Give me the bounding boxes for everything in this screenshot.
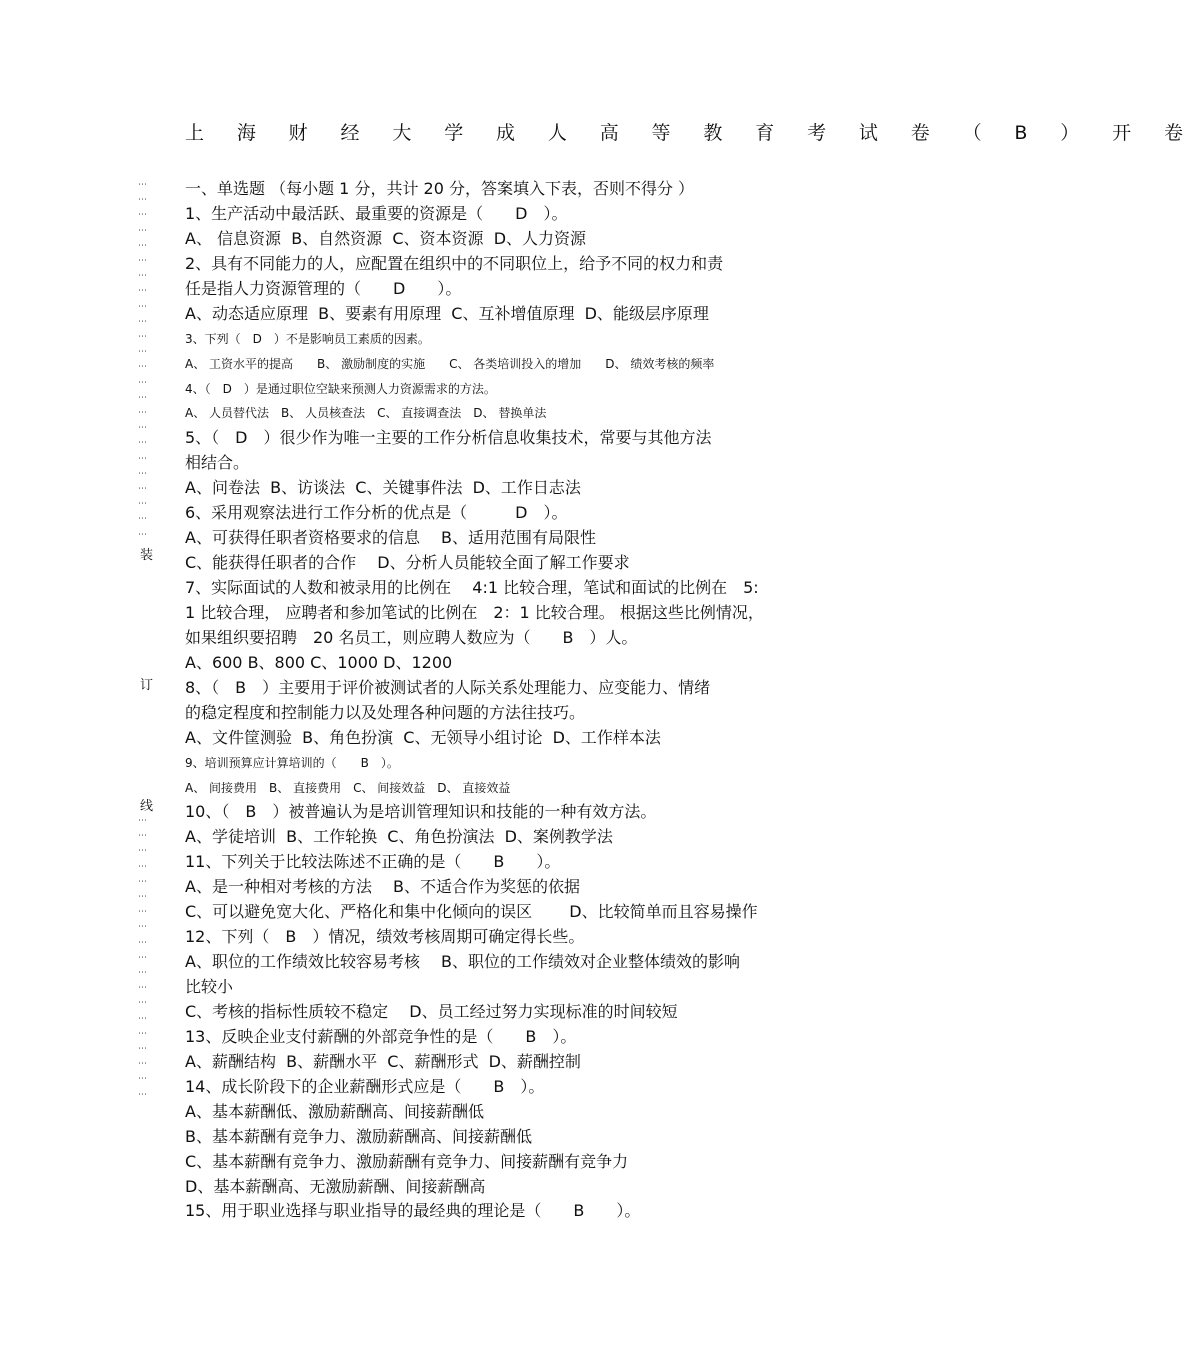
exam-text-line: 7、实际面试的人数和被录用的比例在 4:1 比较合理，笔试和面试的比例在 5: (185, 578, 759, 597)
exam-title: 上 海 财 经 大 学 成 人 高 等 教 育 考 试 卷 （ B ） 开 卷 (185, 122, 1196, 144)
exam-content (185, 177, 885, 1224)
exam-text-line: A、 信息资源 B、自然资源 C、资本资源 D、人力资源 (185, 228, 587, 248)
exam-text-line: 一、单选题 （每小题 1 分，共计 20 分，答案填入下表，否则不得分 ） (185, 179, 695, 198)
exam-text-line: A、文件筐测验 B、角色扮演 C、无领导小组讨论 D、工作样本法 (185, 727, 661, 747)
exam-text-line: 4、（ D ）是通过职位空缺来预测人力资源需求的方法。 (185, 381, 496, 396)
exam-text-line: 8、（ B ）主要用于评价被测试者的人际关系处理能力、应变能力、情绪 (185, 677, 711, 697)
exam-text-line: A、动态适应原理 B、要素有用原理 C、互补增值原理 D、能级层序原理 (185, 303, 709, 323)
exam-text-line: 1 比较合理， 应聘者和参加笔试的比例在 2：1 比较合理。 根据这些比例情况， (185, 602, 764, 622)
exam-text-line: B、基本薪酬有竞争力、激励薪酬高、间接薪酬低 (185, 1126, 532, 1146)
exam-text-line: 1、生产活动中最活跃、最重要的资源是（ D ）。 (185, 203, 568, 223)
exam-text-line: 13、反映企业支付薪酬的外部竞争性的是（ B ）。 (185, 1026, 577, 1046)
exam-text-line: 12、下列（ B ）情况，绩效考核周期可确定得长些。 (185, 927, 585, 947)
exam-text-line: A、 工资水平的提高 B、 激励制度的实施 C、 各类培训投入的增加 D、 绩效考核的频率 (185, 356, 715, 371)
exam-text-line: 11、下列关于比较法陈述不正确的是（ B ）。 (185, 852, 561, 872)
exam-text-line: D、基本薪酬高、无激励薪酬、间接薪酬高 (185, 1176, 486, 1196)
exam-text-line: 任是指人力资源管理的（ D ）。 (185, 278, 462, 298)
exam-text-line: 如果组织要招聘 20 名员工，则应聘人数应为（ B ）人。 (185, 627, 638, 647)
exam-text-line: A、学徒培训 B、工作轮换 C、角色扮演法 D、案例教学法 (185, 827, 613, 847)
exam-text-line: 6、采用观察法进行工作分析的优点是（ D ）。 (185, 503, 568, 523)
exam-text-line: 10、（ B ）被普遍认为是培训管理知识和技能的一种有效方法。 (185, 802, 657, 822)
exam-text-line: 2、具有不同能力的人，应配置在组织中的不同职位上，给予不同的权力和责 (185, 253, 724, 273)
exam-text-line: A、可获得任职者资格要求的信息 B、适用范围有局限性 (185, 528, 597, 548)
exam-text-line: A、 间接费用 B、 直接费用 C、 间接效益 D、 直接效益 (185, 780, 511, 795)
binding-label-zhuang: 装 (140, 548, 154, 563)
exam-text-line: A、问卷法 B、访谈法 C、关键事件法 D、工作日志法 (185, 478, 581, 498)
binding-label-xian: 线 (140, 799, 154, 814)
exam-text-line: C、可以避免宽大化、严格化和集中化倾向的误区 D、比较简单而且容易操作 (185, 902, 758, 922)
exam-text-line: 相结合。 (185, 453, 250, 473)
exam-text-line: C、基本薪酬有竞争力、激励薪酬有竞争力、间接薪酬有竞争力 (185, 1151, 629, 1171)
exam-text-line: 9、培训预算应计算培训的（ B ）。 (185, 755, 399, 770)
exam-text-line: 比较小 (185, 977, 234, 996)
binding-label-ding: 订 (140, 678, 154, 693)
exam-text-line: C、考核的指标性质较不稳定 D、员工经过努力实现标准的时间较短 (185, 1001, 678, 1021)
binding-margin (138, 178, 156, 1118)
exam-text-line: A、职位的工作绩效比较容易考核 B、职位的工作绩效对企业整体绩效的影响 (185, 952, 741, 972)
exam-text-line: A、是一种相对考核的方法 B、不适合作为奖惩的依据 (185, 877, 581, 897)
exam-text-line: 3、下列（ D ）不是影响员工素质的因素。 (185, 331, 430, 346)
dotted-binding-line-bottom: ⋯ ⋯ ⋯ ⋯ ⋯ ⋯ ⋯ ⋯ ⋯ ⋯ ⋯ ⋯ ⋯ ⋯ ⋯ ⋯ ⋯ ⋯ ⋯ (138, 816, 148, 1100)
exam-text-line: A、薪酬结构 B、薪酬水平 C、薪酬形式 D、薪酬控制 (185, 1051, 581, 1071)
exam-text-line: 的稳定程度和控制能力以及处理各种问题的方法往技巧。 (185, 702, 586, 722)
exam-text-line: A、 人员替代法 B、 人员核查法 C、 直接调查法 D、 替换单法 (185, 406, 547, 421)
exam-text-line: C、能获得任职者的合作 D、分析人员能较全面了解工作要求 (185, 553, 630, 573)
exam-text-line: 14、成长阶段下的企业薪酬形式应是（ B ）。 (185, 1076, 545, 1096)
exam-text-line: A、基本薪酬低、激励薪酬高、间接薪酬低 (185, 1101, 484, 1121)
exam-text-line: 15、用于职业选择与职业指导的最经典的理论是（ B ）。 (185, 1201, 641, 1221)
exam-text-line: A、600 B、800 C、1000 D、1200 (185, 652, 453, 672)
dotted-binding-line-top: ⋯ ⋯ ⋯ ⋯ ⋯ ⋯ ⋯ ⋯ ⋯ ⋯ ⋯ ⋯ ⋯ ⋯ ⋯ ⋯ ⋯ ⋯ ⋯ ⋯ ⋯ ⋯ ⋯ ⋯ (138, 180, 148, 540)
exam-text-line: 5、（ D ）很少作为唯一主要的工作分析信息收集技术，常要与其他方法 (185, 428, 712, 448)
